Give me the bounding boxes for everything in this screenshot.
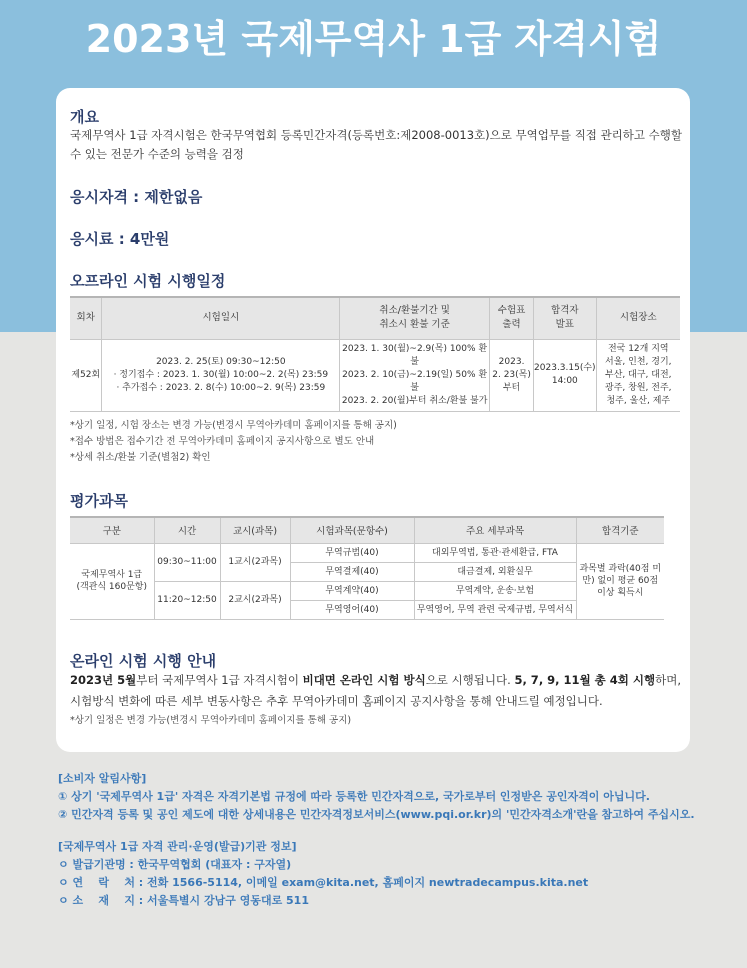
table-header: 시험장소 — [596, 297, 680, 339]
online-note: *상기 일정은 변경 가능(변경시 무역아카데미 홈페이지를 통해 공지) — [70, 715, 352, 726]
schedule-notes — [70, 418, 397, 466]
detail-cell: 무역영어, 무역 관련 국제규범, 무역서식 — [414, 600, 576, 619]
consumer-notice — [58, 770, 695, 824]
note-line: *접수 방법은 접수기간 전 무역아카데미 홈페이지 공지사항으로 별도 안내 — [70, 436, 375, 447]
time-cell: 11:20~12:50 — [154, 581, 220, 619]
period-cell: 2교시(2과목) — [220, 581, 290, 619]
subject-cell: 무역결제(40) — [290, 562, 414, 581]
table-row — [70, 543, 664, 562]
consumer-line: ① 상기 '국제무역사 1급' 자격은 자격기본법 규정에 따라 등록한 민간자격으로, 국가로부터 인정받은 공인자격이 아닙니다. — [58, 790, 650, 803]
period-cell: 1교시(2과목) — [220, 543, 290, 581]
table-header: 합격기준 — [576, 517, 664, 543]
table-header: 교시(과목) — [220, 517, 290, 543]
online-heading: 온라인 시험 시행 안내 — [70, 652, 217, 670]
online-text-part: 부터 국제무역사 1급 자격시험이 — [136, 673, 303, 687]
refund-rule: 2023. 2. 20(월)부터 취소/환불 불가 — [341, 395, 488, 406]
content-card — [56, 88, 690, 752]
offline-schedule-table — [70, 296, 680, 412]
table-header: 취소/환불기간 및 취소시 환불 기준 — [340, 297, 490, 339]
online-method: 비대면 온라인 시험 방식 — [302, 673, 426, 687]
round-cell: 제52회 — [70, 339, 102, 411]
qualification-heading: 응시자격 : 제한없음 — [70, 188, 203, 206]
table-header: 구분 — [70, 517, 154, 543]
table-row — [70, 339, 680, 411]
online-text-part: 하며, — [655, 673, 681, 687]
note-line: *상기 일정, 시험 장소는 변경 가능(변경시 무역아카데미 홈페이지를 통해 공지) — [70, 420, 397, 431]
category-cell: 국제무역사 1급 (객관식 160문항) — [70, 543, 154, 619]
time-cell: 09:30~11:00 — [154, 543, 220, 581]
subjects-table — [70, 516, 664, 620]
table-header: 수험표 출력 — [490, 297, 534, 339]
consumer-line: ② 민간자격 등록 및 공인 제도에 대한 상세내용은 민간자격정보서비스(www.pqi.or.kr)의 '민간자격소개'란을 참고하여 주십시오. — [58, 808, 695, 821]
pass-cell: 과목별 과락(40점 미 만) 없이 평균 60점 이상 획득시 — [576, 543, 664, 619]
overview-heading: 개요 — [70, 108, 99, 126]
table-row — [70, 581, 664, 600]
consumer-heading: [소비자 알림사항] — [58, 772, 147, 785]
regular-registration: · 정기접수 : 2023. 1. 30(월) 10:00~2. 2(목) 23:59 — [113, 369, 329, 380]
table-header: 회차 — [70, 297, 102, 339]
subject-cell: 무역영어(40) — [290, 600, 414, 619]
online-month: 2023년 5월 — [70, 673, 137, 687]
agency-info — [58, 838, 588, 910]
agency-heading: [국제무역사 1급 자격 관리·운영(발급)기관 정보] — [58, 840, 297, 853]
refund-rule: 2023. 1. 30(월)~2.9(목) 100% 환불 — [342, 343, 488, 367]
subject-cell: 무역규범(40) — [290, 543, 414, 562]
page-title: 2023년 국제무역사 1급 자격시험 — [85, 17, 662, 61]
offline-heading: 오프라인 시험 시행일정 — [70, 272, 226, 290]
refund-cell — [340, 339, 490, 411]
agency-line: ㅇ 연 락 처 : 전화 1566-5114, 이메일 exam@kita.net, 홈페이지 newtradecampus.kita.net — [58, 876, 589, 889]
overview-text: 국제무역사 1급 자격시험은 한국무역협회 등록민간자격(등록번호:제2008-0013호)으로 무역업무를 직접 관리하고 수행할 수 있는 전문가 수준의 능력을 검정 — [70, 128, 682, 161]
table-header: 주요 세부과목 — [414, 517, 576, 543]
table-header: 시험과목(문항수) — [290, 517, 414, 543]
detail-cell: 무역계약, 운송·보험 — [414, 581, 576, 600]
exam-date-cell — [102, 339, 340, 411]
agency-line: ㅇ 소 재 지 : 서울특별시 강남구 영동대로 511 — [58, 894, 309, 907]
online-line2: 시험방식 변화에 따른 세부 변동사항은 추후 무역아카데미 홈페이지 공지사항을 통해 안내드릴 예정입니다. — [70, 694, 603, 708]
online-text — [70, 670, 682, 712]
subjects-heading: 평가과목 — [70, 492, 128, 510]
table-header: 합격자 발표 — [534, 297, 597, 339]
subject-cell: 무역계약(40) — [290, 581, 414, 600]
exam-date: 2023. 2. 25(토) 09:30~12:50 — [156, 356, 286, 367]
online-text-part: 으로 시행됩니다. — [425, 673, 515, 687]
result-cell: 2023.3.15(수) 14:00 — [534, 339, 597, 411]
additional-registration: · 추가접수 : 2023. 2. 8(수) 10:00~2. 9(목) 23:59 — [116, 382, 326, 393]
fee-heading: 응시료 : 4만원 — [70, 230, 170, 248]
table-header: 시간 — [154, 517, 220, 543]
online-schedule: 5, 7, 9, 11월 총 4회 시행 — [514, 673, 656, 687]
agency-line: ㅇ 발급기관명 : 한국무역협회 (대표자 : 구자열) — [58, 858, 292, 871]
refund-rule: 2023. 2. 10(금)~2.19(일) 50% 환불 — [342, 369, 488, 393]
note-line: *상세 취소/환불 기준(별첨2) 확인 — [70, 452, 211, 463]
ticket-cell: 2023. 2. 23(목) 부터 — [490, 339, 534, 411]
detail-cell: 대외무역법, 통관·관세환급, FTA — [414, 543, 576, 562]
place-cell: 전국 12개 지역 서울, 인천, 경기, 부산, 대구, 대전, 광주, 창원, 전주, 청주, 울산, 제주 — [596, 339, 680, 411]
table-header: 시험일시 — [102, 297, 340, 339]
detail-cell: 대금결제, 외환실무 — [414, 562, 576, 581]
